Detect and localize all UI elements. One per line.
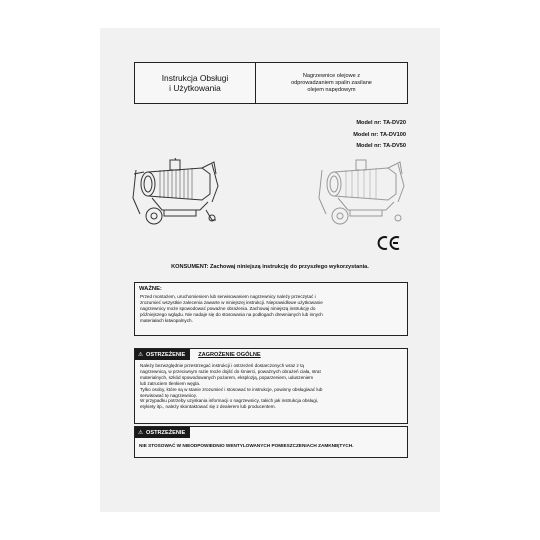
consumer-note: KONSUMENT: Zachowaj niniejszą instrukcję do przyszłego wykorzystania. xyxy=(171,264,369,270)
text-line: Przed montażem, uruchomieniem lub serwisowaniem nagrzewnicy należy przeczytać i xyxy=(140,294,316,299)
heater-illustration xyxy=(316,158,408,228)
important-box xyxy=(134,282,408,336)
warning-triangle-icon: ⚠ xyxy=(138,429,144,436)
general-hazard-warning-box xyxy=(134,348,408,424)
product-subtitle xyxy=(256,63,407,103)
subtitle-line-2: odprowadzaniem spalin zasilane xyxy=(291,79,372,86)
text-line: nagrzewnicy może spowodować poważne obrażenia. Zachowaj niniejszą instrukcję do xyxy=(140,306,316,311)
ce-mark-icon xyxy=(377,235,401,251)
model-number: Model nr: TA-DV20 xyxy=(356,120,406,126)
subtitle-line-1: Nagrzewnice olejowe z xyxy=(302,72,361,79)
text-line: Należy bezwzględnie przestrzegać instrukcji i ostrzeżeń dostarczonych wraz z tą xyxy=(140,363,304,368)
important-body xyxy=(140,294,402,324)
text-line: materiałach łatwopalnych. xyxy=(140,318,193,323)
hazard-title: ZAGROŻENIE OGÓLNE xyxy=(198,351,261,358)
text-line: nagrzewnicą, w przeciwnym razie może dojść do śmierci, poważnych obrażeń ciała, strat xyxy=(140,368,321,374)
manual-title xyxy=(135,63,256,103)
document-page xyxy=(100,28,440,512)
warning-body xyxy=(140,363,402,410)
title-line-1: Instrukcja Obsługi xyxy=(161,73,229,83)
text-line: Tylko osoby, które są w stanie zrozumieć i stosować te instrukcje, powinny obsługiwać lub xyxy=(140,386,323,392)
text-line: serwisować tę nagrzewnicę. xyxy=(140,392,198,398)
model-list xyxy=(353,118,406,153)
title-line-2: i Użytkowania xyxy=(169,83,221,93)
text-line: materialnych, szkód spowodowanych pożarem, eksplozją, poparzeniem, uduszeniem xyxy=(140,374,314,380)
model-number: Model nr: TA-DV100 xyxy=(353,131,406,138)
text-line: zrozumieć wszystkie zalecenia zawarte w niniejszej instrukcji. Nieprawidłowe użytkowanie xyxy=(140,300,323,305)
heater-illustration xyxy=(130,158,222,228)
text-line: lub zatruciem tlenkiem węgla. xyxy=(140,380,201,386)
warning-triangle-icon: ⚠ xyxy=(138,351,144,358)
text-line: etykiety itp., należy skontaktować się z dealerem lub producentem. xyxy=(140,404,276,410)
model-number: Model nr: TA-DV50 xyxy=(356,143,406,149)
text-line: późniejszego wglądu. Nie nadaje się do stosowania na podłogach drewnianych lub innych xyxy=(140,312,323,317)
subtitle-line-3: olejem napędowym xyxy=(307,86,356,93)
important-title: WAŻNE: xyxy=(139,286,162,292)
ventilation-warning-box xyxy=(134,426,408,458)
text-line: W przypadku potrzeby uzyskania informacji o nagrzewnicy, takich jak instrukcja obsługi, xyxy=(140,398,319,404)
warning-label: ⚠ OSTRZEŻENIE xyxy=(135,349,190,360)
warning-label: ⚠ OSTRZEŻENIE xyxy=(135,427,190,438)
ventilation-warning-text: NIE STOSOWAĆ W NIEODPOWIEDNIO WENTYLOWANYCH POMIESZCZENIACH ZAMKNIĘTYCH. xyxy=(139,443,354,448)
header-box xyxy=(134,62,408,104)
